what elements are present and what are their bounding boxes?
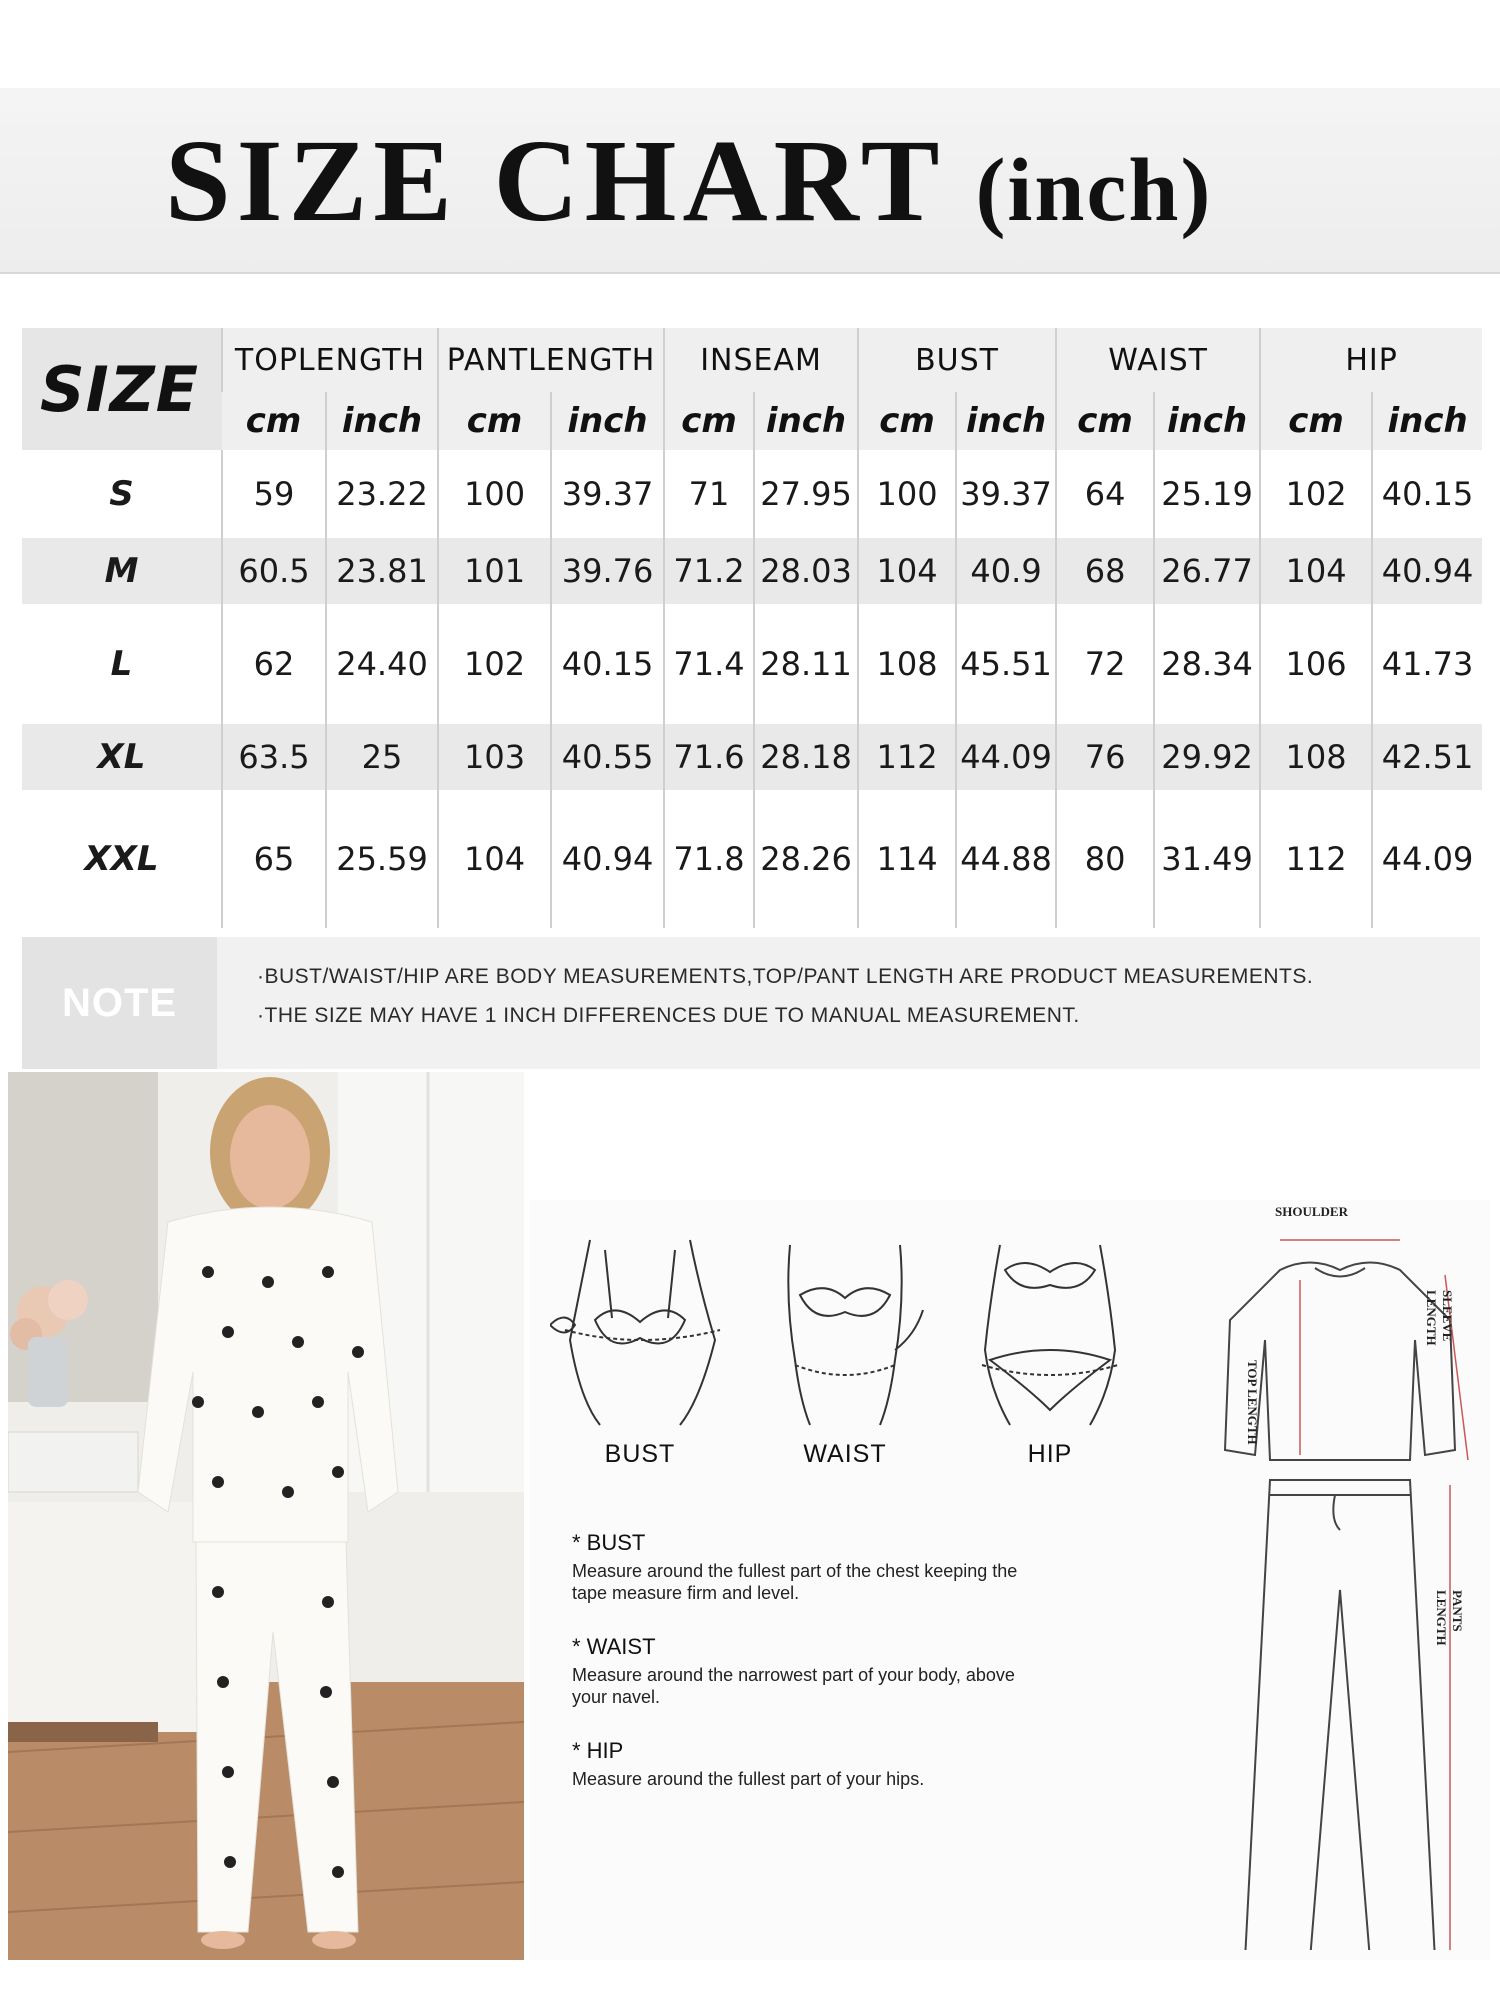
top-strip [0,0,1500,88]
measurement-cell: 28.18 [754,724,858,790]
unit-inch: inch [956,392,1056,450]
measurement-cell: 27.95 [754,450,858,538]
measurement-cell: 102 [438,604,551,724]
measurement-cell: 26.77 [1154,538,1260,604]
measurement-cell: 40.94 [551,790,664,928]
unit-inch: inch [326,392,438,450]
measurement-cell: 108 [1260,724,1372,790]
measurement-cell: 40.94 [1372,538,1482,604]
instruction-desc: Measure around the narrowest part of your body, above your navel. [572,1665,1015,1707]
figure-label-bust: BUST [604,1440,676,1468]
col-waist: WAIST [1056,328,1260,392]
measurement-cell: 103 [438,724,551,790]
measurement-cell: 63.5 [222,724,326,790]
measurement-cell: 71.4 [664,604,754,724]
col-pantlength: PANTLENGTH [438,328,664,392]
unit-inch: inch [1154,392,1260,450]
unit-cm: cm [1260,392,1372,450]
label-pants-length: PANTS LENGTH [1434,1590,1465,1646]
instruction-desc: Measure around the fullest part of the chest keeping the tape measure firm and level. [572,1561,1018,1603]
measurement-cell: 39.76 [551,538,664,604]
size-cell: M [22,538,222,604]
label-sleeve-length: SLEEVE LENGTH [1424,1290,1455,1346]
measurement-cell: 40.15 [551,604,664,724]
measurement-cell: 28.03 [754,538,858,604]
measurement-cell: 101 [438,538,551,604]
size-header: SIZE [22,328,222,450]
title-unit: (inch) [975,141,1213,240]
table-row [22,724,1482,790]
note-line: ·BUST/WAIST/HIP ARE BODY MEASUREMENTS,TOP/PANT LENGTH ARE PRODUCT MEASUREMENTS. [257,965,1314,988]
measurement-cell: 104 [858,538,956,604]
measurement-cell: 114 [858,790,956,928]
table-row [22,790,1482,928]
measurement-cell: 100 [858,450,956,538]
measurement-cell: 40.9 [956,538,1056,604]
measurement-cell: 80 [1056,790,1154,928]
title-text: SIZE CHART [165,115,946,246]
size-cell: XL [22,724,222,790]
unit-inch: inch [1372,392,1482,450]
unit-inch: inch [551,392,664,450]
instruction-bust [572,1530,1032,1604]
unit-cm: cm [438,392,551,450]
table-row [22,538,1482,604]
measurement-cell: 42.51 [1372,724,1482,790]
measurement-cell: 60.5 [222,538,326,604]
measurement-cell: 28.34 [1154,604,1260,724]
measurement-cell: 64 [1056,450,1154,538]
note-line: ·THE SIZE MAY HAVE 1 INCH DIFFERENCES DUE TO MANUAL MEASUREMENT. [257,1004,1080,1027]
note-box [22,937,1480,1069]
note-lines [257,965,1313,1043]
measurement-cell: 102 [1260,450,1372,538]
measurement-cell: 29.92 [1154,724,1260,790]
measurement-cell: 112 [1260,790,1372,928]
instruction-waist [572,1634,1032,1708]
measurement-cell: 25.59 [326,790,438,928]
measurement-cell: 44.09 [956,724,1056,790]
measurement-cell: 65 [222,790,326,928]
measurement-cell: 100 [438,450,551,538]
figure-label-waist: WAIST [803,1440,887,1468]
measurement-cell: 104 [1260,538,1372,604]
measurement-cell: 28.26 [754,790,858,928]
measurement-cell: 71.8 [664,790,754,928]
instruction-hip [572,1738,1032,1790]
unit-cm: cm [222,392,326,450]
col-inseam: INSEAM [664,328,858,392]
measurement-cell: 71.6 [664,724,754,790]
measurement-cell: 112 [858,724,956,790]
size-table [22,328,1482,928]
hip-figure [970,1240,1130,1430]
measurement-cell: 39.37 [956,450,1056,538]
measurement-cell: 44.09 [1372,790,1482,928]
measurement-cell: 40.55 [551,724,664,790]
table-row [22,450,1482,538]
label-top-length: TOP LENGTH [1245,1360,1260,1445]
size-cell: XXL [22,790,222,928]
measurement-cell: 44.88 [956,790,1056,928]
page-title [165,115,1213,246]
measurement-cell: 104 [438,790,551,928]
measurement-cell: 28.11 [754,604,858,724]
unit-inch: inch [754,392,858,450]
instruction-desc: Measure around the fullest part of your hips. [572,1769,925,1789]
figure-label-hip: HIP [1027,1440,1073,1468]
measurement-cell: 23.81 [326,538,438,604]
header-row-measures [22,328,1482,392]
measurement-cell: 62 [222,604,326,724]
instruction-title: * BUST [572,1530,646,1555]
table-row [22,604,1482,724]
measurement-cell: 71.2 [664,538,754,604]
unit-cm: cm [664,392,754,450]
measurement-cell: 72 [1056,604,1154,724]
measurement-cell: 106 [1260,604,1372,724]
size-rows [22,450,1482,928]
measurement-cell: 23.22 [326,450,438,538]
measurement-cell: 41.73 [1372,604,1482,724]
measurement-cell: 31.49 [1154,790,1260,928]
measurement-cell: 24.40 [326,604,438,724]
measurement-cell: 59 [222,450,326,538]
measurement-cell: 40.15 [1372,450,1482,538]
measurement-cell: 76 [1056,724,1154,790]
col-hip: HIP [1260,328,1482,392]
model-illustration [8,1072,524,1960]
unit-cm: cm [1056,392,1154,450]
note-label: NOTE [22,937,217,1069]
col-bust: BUST [858,328,1056,392]
bust-figure [550,1230,730,1430]
size-cell: L [22,604,222,724]
instruction-title: * WAIST [572,1634,656,1659]
model-photo [8,1072,524,1960]
label-shoulder: SHOULDER [1275,1204,1348,1219]
measurement-cell: 25.19 [1154,450,1260,538]
col-toplength: TOPLENGTH [222,328,438,392]
unit-cm: cm [858,392,956,450]
measure-instructions [572,1530,1032,1820]
measurement-cell: 108 [858,604,956,724]
measurement-cell: 68 [1056,538,1154,604]
measurement-cell: 25 [326,724,438,790]
measurement-cell: 71 [664,450,754,538]
instruction-title: * HIP [572,1738,624,1763]
waist-figure [765,1240,925,1430]
header-row-units [22,392,1482,450]
measurement-cell: 39.37 [551,450,664,538]
measurement-cell: 45.51 [956,604,1056,724]
measure-guide [530,1200,1490,1960]
size-cell: S [22,450,222,538]
